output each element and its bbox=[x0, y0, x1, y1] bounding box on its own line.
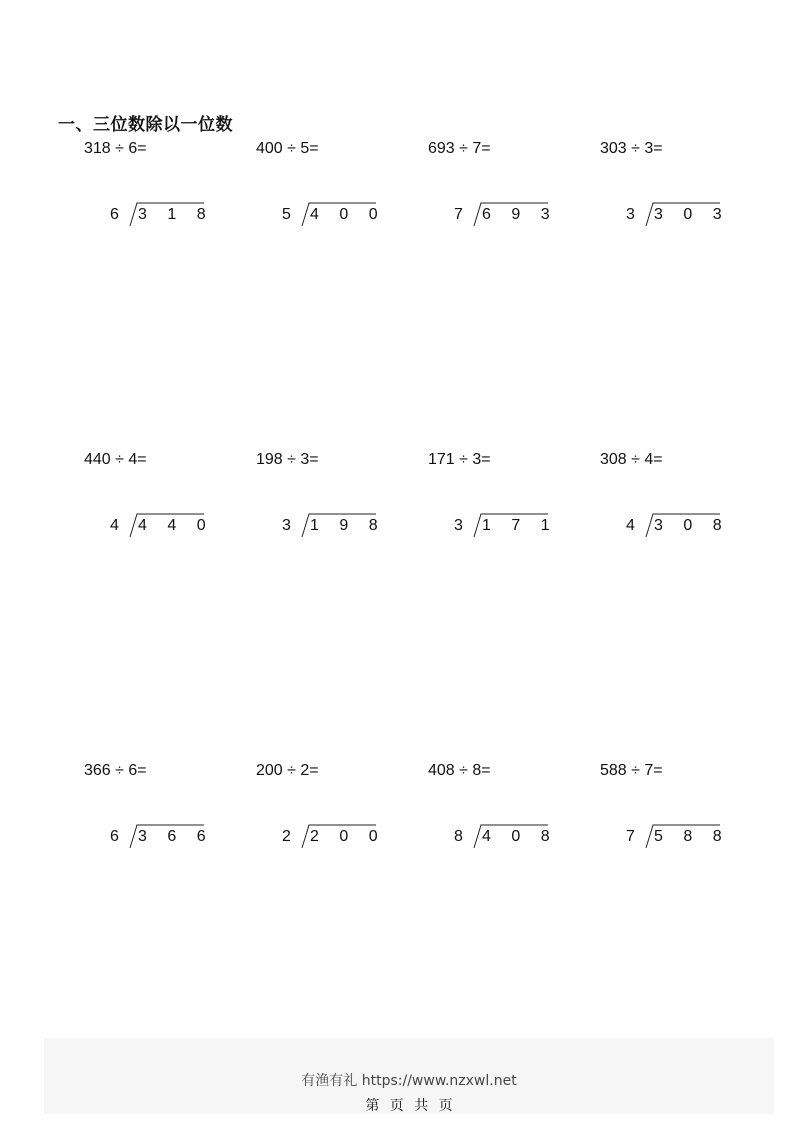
dividend: 4 4 0 bbox=[138, 517, 214, 534]
dividend: 3 1 8 bbox=[138, 206, 214, 223]
dividend: 6 9 3 bbox=[482, 206, 558, 223]
division-problem bbox=[256, 140, 416, 240]
division-problem bbox=[84, 762, 244, 862]
divisor: 6 bbox=[110, 828, 119, 845]
divisor: 2 bbox=[282, 828, 291, 845]
long-division bbox=[626, 824, 746, 850]
dividend: 5 8 8 bbox=[654, 828, 730, 845]
divisor: 6 bbox=[110, 206, 119, 223]
dividend: 3 0 8 bbox=[654, 517, 730, 534]
division-problem bbox=[256, 451, 416, 551]
division-equation: 440 ÷ 4= bbox=[84, 451, 147, 468]
division-equation: 198 ÷ 3= bbox=[256, 451, 319, 468]
division-equation: 171 ÷ 3= bbox=[428, 451, 491, 468]
dividend: 2 0 0 bbox=[310, 828, 386, 845]
divisor: 4 bbox=[110, 517, 119, 534]
division-problem bbox=[256, 762, 416, 862]
division-problem bbox=[428, 762, 588, 862]
division-equation: 303 ÷ 3= bbox=[600, 140, 663, 157]
division-problem bbox=[600, 451, 760, 551]
dividend: 3 0 3 bbox=[654, 206, 730, 223]
divisor: 7 bbox=[454, 206, 463, 223]
long-division bbox=[626, 202, 746, 228]
page-number: 第 页 共 页 bbox=[365, 1098, 453, 1114]
division-problem bbox=[600, 140, 760, 240]
divisor: 4 bbox=[626, 517, 635, 534]
long-division bbox=[454, 202, 574, 228]
long-division bbox=[110, 824, 230, 850]
long-division bbox=[454, 824, 574, 850]
division-equation: 366 ÷ 6= bbox=[84, 762, 147, 779]
footer-site: 有渔有礼 https://www.nzxwl.net bbox=[301, 1073, 517, 1089]
division-equation: 308 ÷ 4= bbox=[600, 451, 663, 468]
divisor: 5 bbox=[282, 206, 291, 223]
divisor: 3 bbox=[282, 517, 291, 534]
dividend: 3 6 6 bbox=[138, 828, 214, 845]
dividend: 4 0 0 bbox=[310, 206, 386, 223]
long-division bbox=[282, 202, 402, 228]
footer bbox=[44, 1038, 774, 1114]
division-problem bbox=[84, 140, 244, 240]
divisor: 7 bbox=[626, 828, 635, 845]
long-division bbox=[454, 513, 574, 539]
division-problem bbox=[428, 140, 588, 240]
division-equation: 588 ÷ 7= bbox=[600, 762, 663, 779]
long-division bbox=[282, 513, 402, 539]
dividend: 1 9 8 bbox=[310, 517, 386, 534]
section-title: 一、三位数除以一位数 bbox=[58, 115, 233, 135]
division-equation: 200 ÷ 2= bbox=[256, 762, 319, 779]
division-equation: 400 ÷ 5= bbox=[256, 140, 319, 157]
division-equation: 408 ÷ 8= bbox=[428, 762, 491, 779]
division-problem bbox=[428, 451, 588, 551]
long-division bbox=[626, 513, 746, 539]
division-problem bbox=[600, 762, 760, 862]
dividend: 1 7 1 bbox=[482, 517, 558, 534]
divisor: 3 bbox=[626, 206, 635, 223]
long-division bbox=[282, 824, 402, 850]
long-division bbox=[110, 202, 230, 228]
division-problem bbox=[84, 451, 244, 551]
division-equation: 693 ÷ 7= bbox=[428, 140, 491, 157]
dividend: 4 0 8 bbox=[482, 828, 558, 845]
long-division bbox=[110, 513, 230, 539]
divisor: 8 bbox=[454, 828, 463, 845]
division-equation: 318 ÷ 6= bbox=[84, 140, 147, 157]
divisor: 3 bbox=[454, 517, 463, 534]
